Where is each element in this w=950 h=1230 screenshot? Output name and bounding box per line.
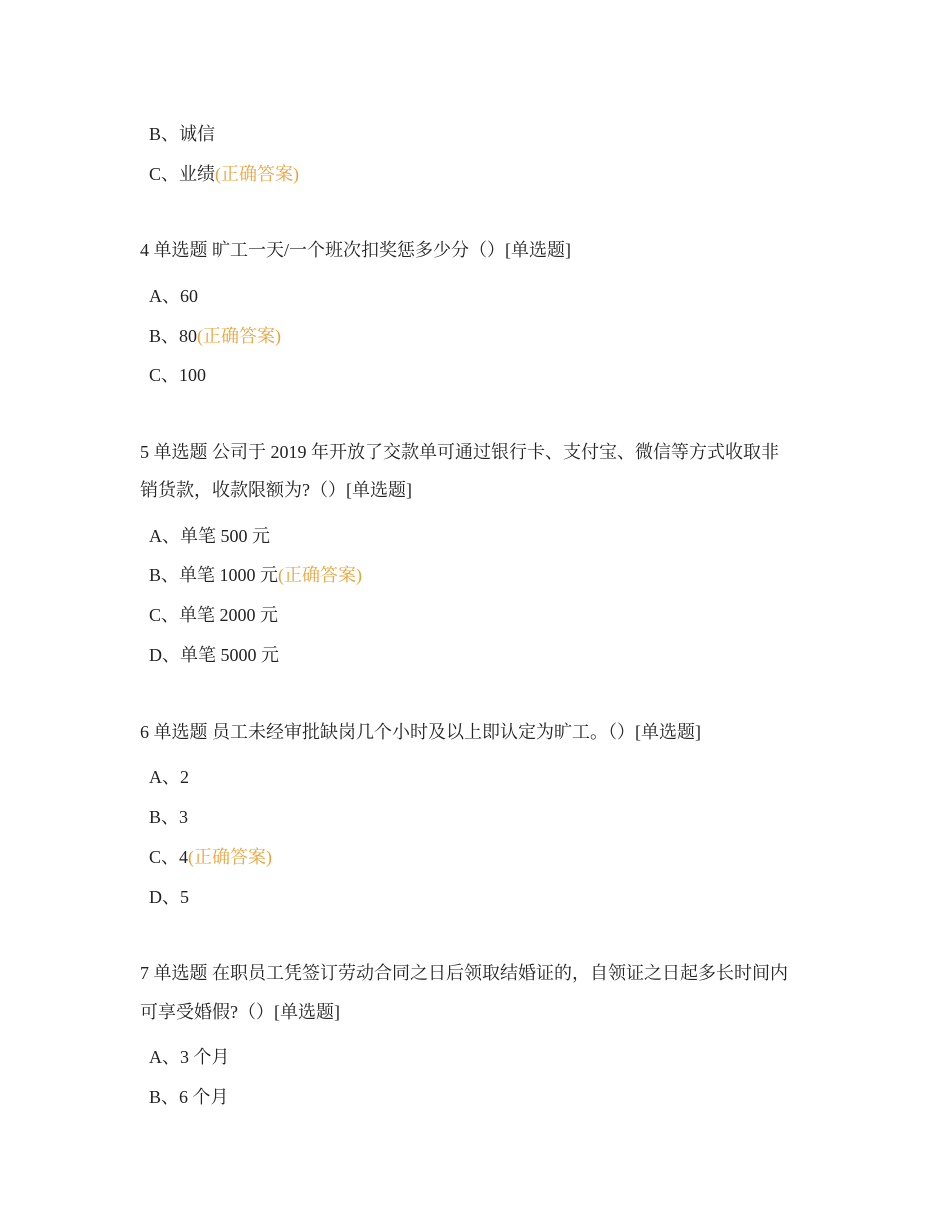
option-text: C、4 (149, 847, 189, 867)
correct-answer-mark: (正确答案) (188, 847, 273, 867)
option-text: A、60 (149, 286, 198, 306)
option-item (149, 123, 215, 145)
option-item (149, 846, 272, 868)
question-title-continued: 可享受婚假?（）[单选题] (140, 1002, 340, 1022)
option-item (149, 364, 206, 386)
question-title: 5 单选题 公司于 2019 年开放了交款单可通过银行卡、支付宝、微信等方式收取非 (140, 442, 779, 462)
option-text: A、3 个月 (149, 1047, 230, 1067)
option-text: B、诚信 (149, 124, 216, 144)
option-text: C、100 (149, 365, 207, 385)
correct-answer-mark: (正确答案) (278, 565, 363, 585)
option-item (149, 604, 278, 626)
option-text: B、3 (149, 807, 189, 827)
option-text: D、5 (149, 887, 189, 907)
option-item (149, 1046, 230, 1068)
option-item (149, 325, 281, 347)
option-item (149, 163, 299, 185)
question-title: 6 单选题 员工未经审批缺岗几个小时及以上即认定为旷工。（）[单选题] (140, 722, 701, 742)
option-text: C、单笔 2000 元 (149, 605, 279, 625)
question-title: 7 单选题 在职员工凭签订劳动合同之日后领取结婚证的，自领证之日起多长时间内 (140, 963, 788, 983)
correct-answer-mark: (正确答案) (215, 164, 300, 184)
option-item (149, 564, 362, 586)
option-item (149, 525, 270, 547)
option-text: A、2 (149, 767, 189, 787)
question-title: 4 单选题 旷工一天/一个班次扣奖惩多少分（）[单选题] (140, 240, 571, 260)
question-title-continued: 销货款，收款限额为?（）[单选题] (140, 480, 412, 500)
option-item (149, 285, 198, 307)
option-item (149, 806, 188, 828)
option-item (149, 644, 279, 666)
correct-answer-mark: (正确答案) (197, 326, 282, 346)
option-text: B、6 个月 (149, 1087, 229, 1107)
option-text: D、单笔 5000 元 (149, 645, 279, 665)
option-text: C、业绩 (149, 164, 216, 184)
option-text: B、单笔 1000 元 (149, 565, 279, 585)
option-text: A、单笔 500 元 (149, 526, 270, 546)
option-item (149, 886, 189, 908)
option-item (149, 1086, 229, 1108)
option-text: B、80 (149, 326, 198, 346)
option-item (149, 766, 189, 788)
